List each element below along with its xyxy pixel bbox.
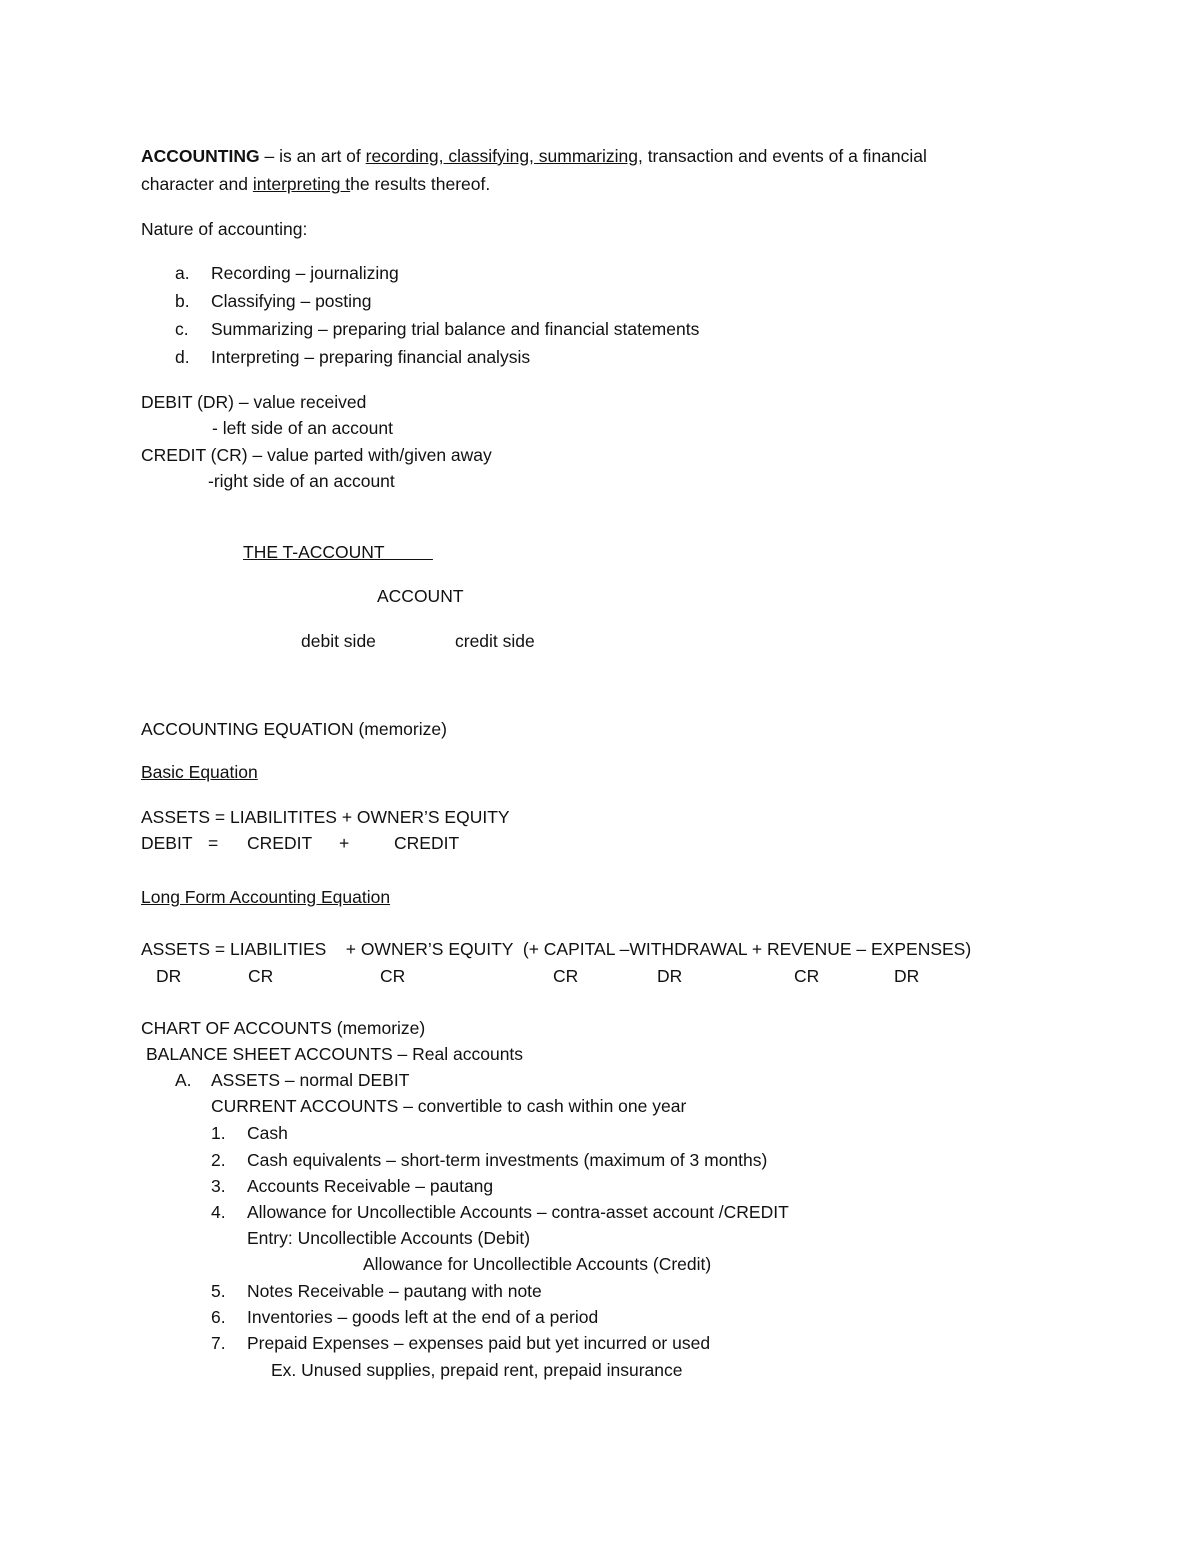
definition-line-2 [141, 173, 490, 195]
long-eq-cr-1: CR [248, 966, 274, 986]
asset-marker-7: 7. [211, 1333, 226, 1353]
basic-equation-title: Basic Equation [141, 762, 258, 782]
long-eq-dr-3: DR [894, 966, 920, 986]
definition-underlined-1: recording, classifying, summarizing [365, 146, 638, 166]
long-eq-dr-2: DR [657, 966, 683, 986]
definition-line-1 [141, 145, 927, 167]
long-eq-dr-1: DR [156, 966, 182, 986]
asset-marker-5: 5. [211, 1281, 226, 1301]
asset-item-2: Cash equivalents – short-term investments (maximum of 3 months) [247, 1150, 768, 1170]
equation-heading: ACCOUNTING EQUATION (memorize) [141, 719, 447, 739]
long-eq-cr-4: CR [794, 966, 820, 986]
asset-marker-6: 6. [211, 1307, 226, 1327]
prepaid-example: Ex. Unused supplies, prepaid rent, prepaid insurance [271, 1360, 683, 1380]
asset-item-3: Accounts Receivable – pautang [247, 1176, 494, 1196]
definition-line2-post: he results thereof. [350, 174, 491, 194]
nature-heading: Nature of accounting: [141, 219, 308, 239]
nature-marker-c: c. [175, 319, 189, 339]
asset-marker-3: 3. [211, 1176, 226, 1196]
basic-eq-credit-1: CREDIT [247, 833, 313, 853]
asset-item-5: Notes Receivable – pautang with note [247, 1281, 542, 1301]
asset-marker-4: 4. [211, 1202, 226, 1222]
definition-underlined-2: interpreting t [252, 174, 351, 194]
basic-eq-equals: = [208, 833, 219, 853]
asset-item-4: Allowance for Uncollectible Accounts – contra-asset account /CREDIT [247, 1202, 789, 1222]
balance-sheet-accounts: BALANCE SHEET ACCOUNTS – Real accounts [146, 1044, 524, 1064]
asset-marker-2: 2. [211, 1150, 226, 1170]
nature-marker-a: a. [175, 263, 190, 283]
basic-eq-debit: DEBIT [141, 833, 193, 853]
entry-line-2: Allowance for Uncollectible Accounts (Credit) [363, 1254, 712, 1274]
nature-item-b: Classifying – posting [211, 291, 372, 311]
taccount-account: ACCOUNT [377, 586, 464, 606]
basic-equation-line-1: ASSETS = LIABILITITES + OWNER’S EQUITY [141, 807, 510, 827]
credit-definition: CREDIT (CR) – value parted with/given away [141, 445, 492, 465]
long-equation-title: Long Form Accounting Equation [141, 887, 391, 907]
definition-sep: – is an art of [259, 146, 366, 166]
asset-marker-1: 1. [211, 1123, 226, 1143]
taccount-title: THE T-ACCOUNT [243, 542, 433, 562]
debit-definition: DEBIT (DR) – value received [141, 392, 367, 412]
asset-item-6: Inventories – goods left at the end of a period [247, 1307, 599, 1327]
nature-marker-b: b. [175, 291, 190, 311]
taccount-credit-side: credit side [455, 631, 535, 651]
assets-marker: A. [175, 1070, 192, 1090]
basic-eq-credit-2: CREDIT [394, 833, 460, 853]
asset-item-1: Cash [247, 1123, 288, 1143]
definition-mid: , transaction and events of a financial [637, 146, 927, 166]
long-eq-cr-3: CR [553, 966, 579, 986]
nature-marker-d: d. [175, 347, 190, 367]
long-eq-cr-2: CR [380, 966, 406, 986]
term-accounting: ACCOUNTING [141, 146, 260, 166]
definition-line2-pre: character and [141, 174, 253, 194]
current-accounts: CURRENT ACCOUNTS – convertible to cash within one year [211, 1096, 687, 1116]
long-equation-line-1: ASSETS = LIABILITIES + OWNER’S EQUITY (+ CAPITAL –WITHDRAWAL + REVENUE – EXPENSES) [141, 939, 972, 959]
taccount-debit-side: debit side [301, 631, 376, 651]
basic-eq-plus: + [339, 833, 350, 853]
nature-item-d: Interpreting – preparing financial analysis [211, 347, 531, 367]
credit-sub: -right side of an account [208, 471, 395, 491]
entry-line-1: Entry: Uncollectible Accounts (Debit) [247, 1228, 531, 1248]
chart-heading: CHART OF ACCOUNTS (memorize) [141, 1018, 426, 1038]
nature-item-a: Recording – journalizing [211, 263, 399, 283]
assets-heading: ASSETS – normal DEBIT [211, 1070, 410, 1090]
asset-item-7: Prepaid Expenses – expenses paid but yet incurred or used [247, 1333, 711, 1353]
nature-item-c: Summarizing – preparing trial balance and financial statements [211, 319, 700, 339]
debit-sub: - left side of an account [212, 418, 393, 438]
